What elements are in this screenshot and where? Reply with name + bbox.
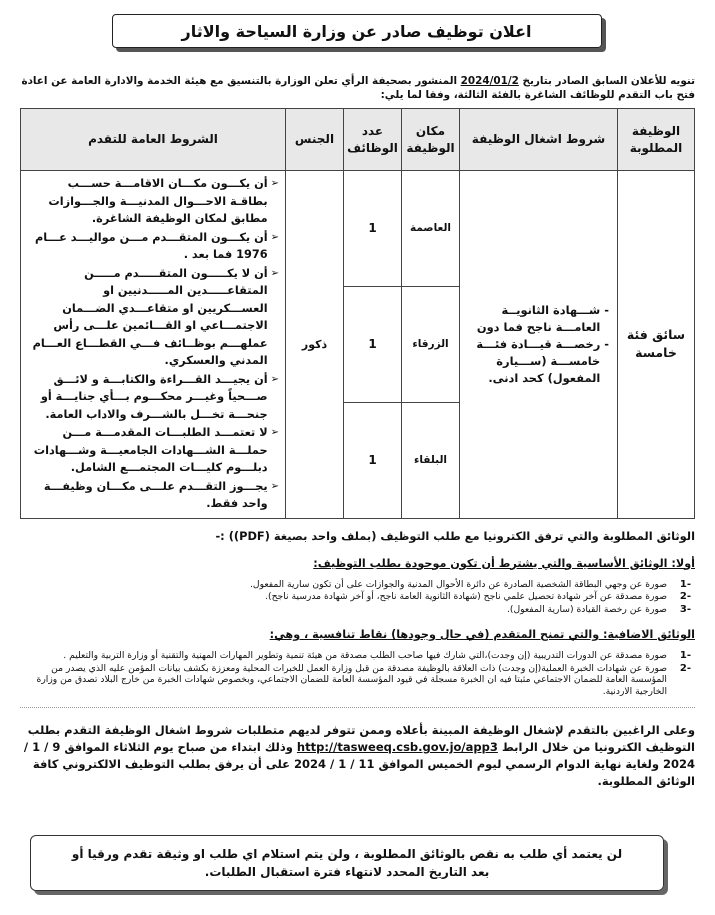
cell-place: الزرقاء: [402, 286, 460, 402]
header-general: الشروط العامة للتقدم: [21, 109, 286, 171]
basic-documents-list: [18, 579, 695, 616]
general-item: ➢ أن لا يكـــــون المتقـــــدم مـــــن المتقاعـــــدين المـــــدنيين او العســـكريين او متقاعـــدي الضـــمان الاجتمـــاعي او القـــائمين علـــى رأس عملهـــم بوظــائف فـــي القطـــاع العـــام المدني والعسكري.: [29, 265, 279, 370]
list-item: -1 صورة عن وجهي البطاقة الشخصية الصادرة عن دائرة الأحوال المدنية والجوازات على أن تكون سارية المفعول.: [250, 578, 691, 590]
cell-job-title: سائق فئة خامسة: [618, 171, 695, 519]
condition-item: - شـــهادة الثانويــة العامـــة ناجح فما دون: [476, 302, 609, 334]
header-conditions: شروط اشغال الوظيفة: [460, 109, 618, 171]
notice-box: [30, 835, 664, 891]
general-item: ➢ يجـــوز التقـــدم علـــى مكـــان وظيفـــة واحد فقط.: [29, 478, 279, 513]
application-link[interactable]: http://tasweeq.csb.gov.jo/app3: [296, 740, 498, 754]
checkbox-arrow-icon: ➢: [270, 231, 279, 243]
extra-documents-heading: الوثائق الاضافية: والتي تمنح المتقدم (في حال وجودها) نقاط تنافسية ، وهي:: [269, 628, 695, 641]
documents-heading: الوثائق المطلوبة والتي ترفق الكترونيا مع طلب التوظيف (بملف واحد بصيغة (PDF)) :-: [215, 528, 695, 543]
checkbox-arrow-icon: ➢: [270, 178, 279, 189]
intro-text-a: تنويه للأعلان السابق الصادر بتاريخ: [518, 75, 695, 87]
header-sex: الجنس: [286, 109, 344, 171]
cell-count: 1: [344, 402, 402, 518]
cell-sex: ذكور: [286, 171, 344, 519]
list-item: -1 صورة مصدقة عن الدورات التدريبية (إن وجدت)،التي شارك فيها صاحب الطلب مصدقة من هيئة تنمية وتطوير المهارات المهنية والتقنية أو وزارة التربية والتعليم .: [63, 650, 691, 661]
condition-item: - رخصـــة قيـــادة فئـــة خامســـة (ســـيارة المفعول) كحد ادنى.: [476, 336, 609, 385]
intro-paragraph: [18, 74, 695, 102]
extra-documents-list: [18, 650, 695, 697]
cell-general-conditions: [21, 171, 286, 519]
general-item: ➢ أن يكـــون المتقـــدم مـــن مواليـــد عـــام 1976 فما بعد .: [29, 229, 279, 264]
checkbox-arrow-icon: ➢: [270, 480, 279, 492]
cell-count: 1: [344, 171, 402, 287]
header-place: مكان الوظيفة: [402, 109, 460, 171]
closing-text-b: وذلك ابتداء من صباح يوم الثلاثاء الموافق 9 / 1 / 2024 ولغاية نهاية الدوام الرسمي ليوم الخميس الموافق 11 / 1 / 2024 على أن يرفق بطلب التوظيف الالكتروني كافة الوثائق المطلوبة.: [23, 740, 695, 788]
list-item: -2 صورة عن شهادات الخبرة العملية(إن وجدت) ذات العلاقة بالوظيفة مصدقة من قبل وزارة العمل للخبرات المحلية ومعززة بكشف بيانات المؤمن عليه الذي يصدر من المؤسسة العامة للضمان الاجتماعي مثبتا فيه ان الخبرة مسجلة في قيود المؤسسة العامة للضمان الاجتماعي، وبخصوص شهادات الخبرة من خارج البلاد تصدق من وزارة الخارجية الاردنية.: [36, 662, 691, 697]
list-item: -2 صورة مصدقة عن آخر شهادة تحصيل علمي ناجح (شهادة الثانوية العامة ناجح، أو آخر شهادة مدرسية ناجح).: [265, 591, 691, 602]
intro-date: 2024/01/2: [460, 75, 519, 87]
table-header-row: [21, 109, 695, 171]
header-count: عدد الوظائف: [344, 109, 402, 171]
general-item: ➢ أن يكـــون مكـــان الاقامـــة حســـب بطاقـة الاحـــوال المدنيـــة والجـــوازات مطابق لمكان الوظيفة الشاغرة.: [29, 175, 279, 228]
checkbox-arrow-icon: ➢: [270, 427, 279, 438]
closing-paragraph: [18, 722, 695, 790]
checkbox-arrow-icon: ➢: [270, 373, 279, 385]
section-divider: [20, 707, 695, 708]
cell-place: العاصمة: [402, 171, 460, 287]
table-row: [21, 171, 695, 287]
checkbox-arrow-icon: ➢: [270, 267, 279, 279]
notice-text: لن يعتمد أي طلب به نقص بالوثائق المطلوبة ، ولن يتم استلام اي طلب او وثيقة تقدم ورقيا أو بعد التاريخ المحدد لانتهاء فترة استقبال الطلبات.: [71, 847, 623, 879]
header-job: الوظيفة المطلوبة: [618, 109, 695, 171]
intro-text-line2: فتح باب التقدم للوظائف الشاغرة بالفئة الثالثة، وفقا لما يلي:: [380, 89, 695, 101]
general-item: ➢ لا تعتمـــد الطلبـــات المقدمـــة مـــن حملـــة الشـــهادات الجامعيـــة وشـــهادات دبلـــوم كليـــات المجتمـــع الشامل.: [29, 424, 279, 477]
intro-text-b: المنشور بصحيفة الرأي تعلن الوزارة بالتنسيق مع هيئة الخدمة والادارة العامة عن اعادة: [21, 75, 461, 87]
cell-conditions: [460, 171, 618, 519]
cell-count: 1: [344, 286, 402, 402]
closing-text-a: وعلى الراغبين بالتقدم لإشغال الوظيفة المبينة بأعلاه وممن تتوفر لديهم متطلبات شروط اشغال الوظيفة التقدم بطلب التوظيف الكترونيا من خلال الرابط: [27, 723, 695, 754]
title-text: اعلان توظيف صادر عن وزارة السياحة والاثار: [181, 21, 532, 41]
jobs-table: [20, 108, 695, 519]
general-item: ➢ أن يجيـــد القـــراءة والكتابـــة و لائـــق صـــحياً وغيـــر محكـــوم بـــأي جنايـــة أو جنحـــة تخـــل بالشـــرف والاداب العامة.: [29, 371, 279, 424]
list-item: -3 صورة عن رخصة القيادة (سارية المفعول).: [506, 603, 691, 615]
basic-documents-heading: أولا: الوثائق الأساسية والتي يشترط أن تكون موجودة بطلب التوظيف:: [313, 556, 695, 570]
cell-place: البلقاء: [402, 402, 460, 518]
announcement-title: [112, 14, 602, 48]
